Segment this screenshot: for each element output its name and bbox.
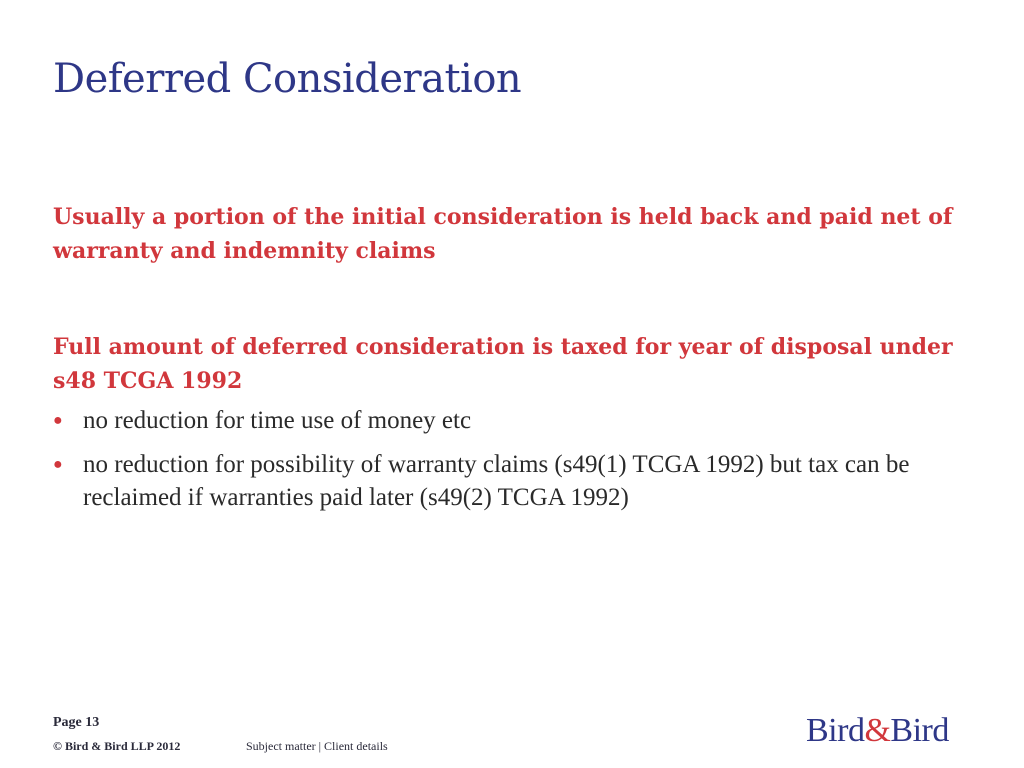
key-point-1: Usually a portion of the initial consideration is held back and paid net of warranty and indemnity claims [53, 204, 953, 264]
bullet-dot-icon: ● [53, 456, 63, 473]
bullet-list [53, 404, 983, 525]
page-number: Page 13 [53, 715, 100, 730]
slide-title: Deferred Consideration [53, 56, 522, 102]
copyright-notice: © Bird & Bird LLP 2012 [53, 739, 181, 753]
list-item [53, 448, 983, 514]
logo-word-right: Bird [890, 712, 949, 749]
bullet-dot-icon: ● [53, 412, 63, 429]
bullet-text: no reduction for time use of money etc [83, 407, 472, 434]
list-item [53, 404, 983, 437]
bullet-text: no reduction for possibility of warranty claims (s49(1) TCGA 1992) but tax can be reclaimed if warranties paid later (s49(2) TCGA 1992) [83, 451, 910, 511]
footer-subject: Subject matter | Client details [246, 739, 388, 753]
key-point-2: Full amount of deferred consideration is taxed for year of disposal under s48 TCGA 1992 [53, 334, 953, 394]
bird-and-bird-logo [806, 712, 949, 750]
logo-word-left: Bird [806, 712, 865, 749]
logo-ampersand: & [864, 712, 891, 749]
